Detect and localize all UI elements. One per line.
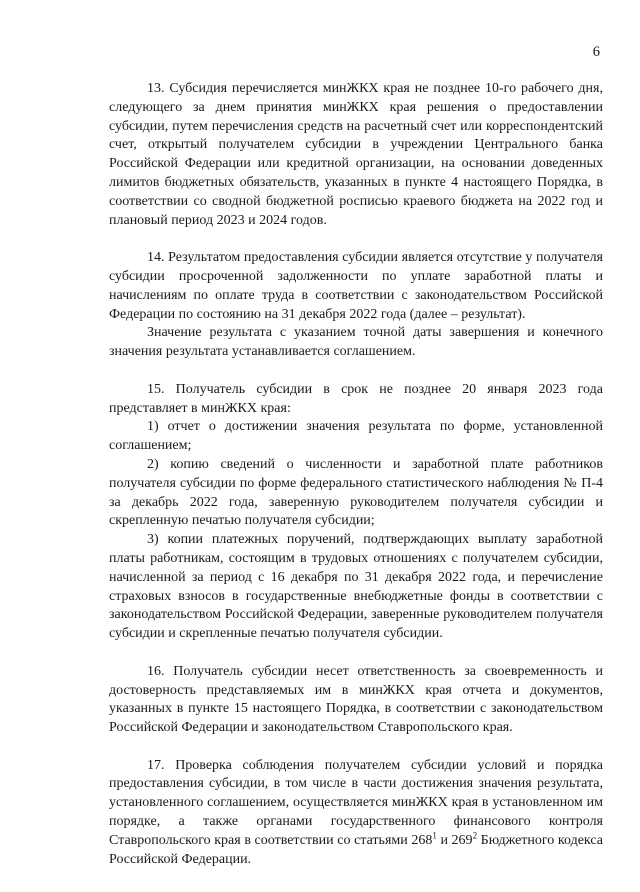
paragraph-17 bbox=[109, 757, 603, 870]
paragraph-15-item-3: 3) копии платежных поручений, подтверждающих выплату заработной платы работникам, состоящим в трудовых отношениях с получателем субсидии, начисленной за период с 16 декабря по 31 декабря 2022 года, и перечисление страховых взносов в государственные внебюджетные фонды в соответствии с законодательством Российской Федерации, заверенные руководителем получателя субсидии и скрепленные печатью получателя субсидии. bbox=[109, 532, 603, 642]
paragraph-17-text-b: и 269 bbox=[436, 832, 473, 848]
paragraph-13: 13. Субсидия перечисляется минЖКХ края не позднее 10-го рабочего дня, следующего за днем принятия минЖКХ края решения о предоставлении субсидии, путем перечисления средств на расчетный счет или корреспондентский счет, открытый получателем субсидии в учреждении Центрального банка Российской Федерации или кредитной организации, на основании доведенных лимитов бюджетных обязательств, указанных в пункте 4 настоящего Порядка, в соответствии со сводной бюджетной росписью краевого бюджета на 2022 год и плановый период 2023 и 2024 годов. bbox=[109, 81, 603, 228]
page-number: 6 bbox=[592, 44, 600, 60]
paragraph-15-intro: 15. Получатель субсидии в срок не позднее 20 января 2023 года представляет в минЖКХ края: bbox=[109, 381, 603, 416]
paragraph-14-result-value: Значение результата с указанием точной даты завершения и конечного значения результата устанавливается соглашением. bbox=[109, 325, 603, 360]
superscript-1: 1 bbox=[432, 830, 437, 841]
paragraph-14: 14. Результатом предоставления субсидии является отсутствие у получателя субсидии просроченной задолженности по уплате заработной платы и начислениям по оплате труда в соответствии с законодательством Российской Федерации по состоянию на 31 декабря 2022 года (далее – результат). bbox=[109, 250, 603, 322]
paragraph-15-item-1: 1) отчет о достижении значения результата по форме, установленной соглашением; bbox=[109, 419, 603, 454]
paragraph-16: 16. Получатель субсидии несет ответственность за своевременность и достоверность представляемых им в минЖКХ края отчета и документов, указанных в пункте 15 настоящего Порядка, в соответствии с законодательством Российской Федерации и законодательством Ставропольского края. bbox=[109, 663, 603, 736]
paragraph-17-text-c: Бюджетного кодекса Российской Федерации. bbox=[109, 832, 603, 867]
paragraph-15-item-2: 2) копию сведений о численности и заработной плате работников получателя субсидии по форме федерального статистического наблюдения № П-4 за декабрь 2022 года, заверенную руководителем получателя субсидии и скрепленную печатью получателя субсидии; bbox=[109, 456, 603, 529]
paragraph-17-text-a: 17. Проверка соблюдения получателем субсидии условий и порядка предоставления субсидии, в том числе в части достижения значения результата, установленного соглашением, осуществляется минЖКХ края в установленном им порядке, а также органами государственного финансового контроля Ставропольского края в соответствии со статьями 268 bbox=[109, 757, 603, 848]
superscript-2: 2 bbox=[472, 830, 478, 841]
